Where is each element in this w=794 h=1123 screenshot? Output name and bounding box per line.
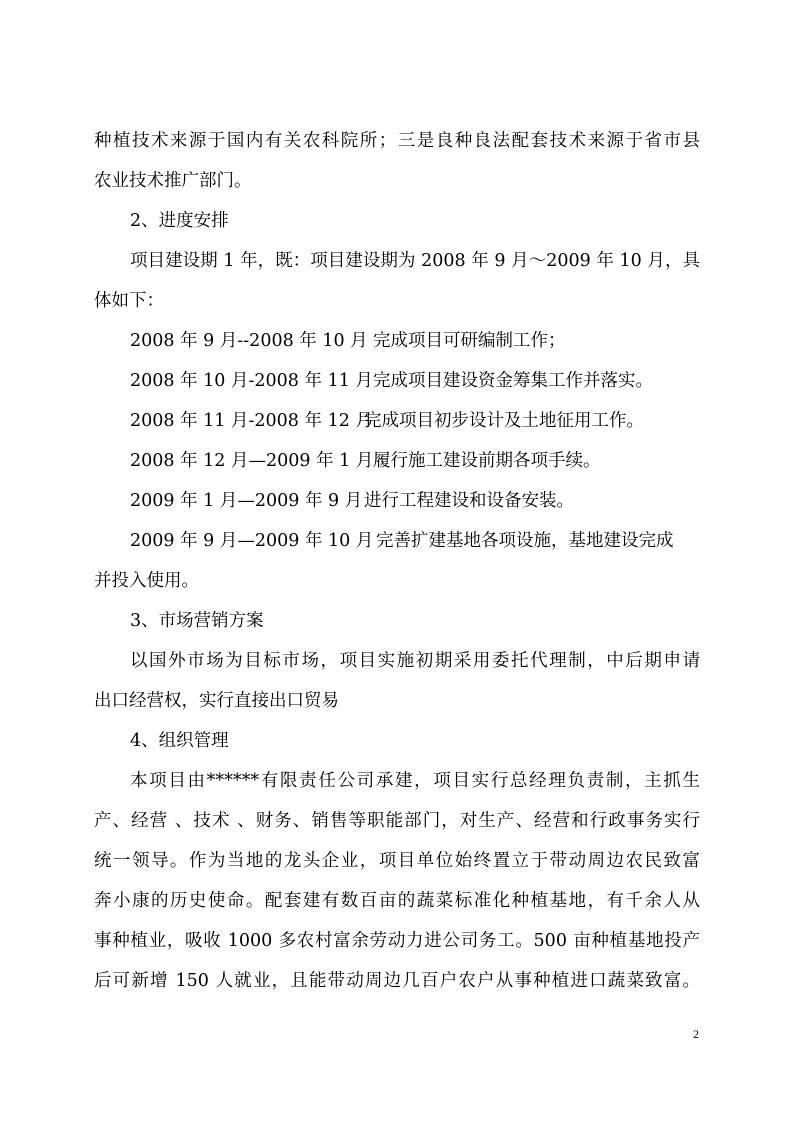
schedule-task: 完成项目可研编制工作；: [373, 331, 566, 351]
paragraph-line: 奔小康的历史使命。配套建有数百亩的蔬菜标准化种植基地，有千余人从: [94, 891, 700, 911]
schedule-task: 完善扩建基地各项设施，基地建设完成: [376, 531, 674, 551]
paragraph-line: 项目建设期 1 年，既：项目建设期为 2008 年 9 月～2009 年 10 月，具: [130, 251, 700, 271]
paragraph-line: 种植技术来源于国内有关农科院所；三是良种良法配套技术来源于省市县: [94, 131, 700, 151]
schedule-task: 履行施工建设前期各项手续。: [373, 451, 601, 471]
paragraph-line: 农业技术推广部门。: [94, 171, 252, 191]
schedule-date: 2009 年 9 月—2009 年 10 月: [130, 531, 374, 551]
paragraph-line: 后可新增 150 人就业，且能带动周边几百户农户从事种植进口蔬菜致富。: [94, 971, 700, 991]
schedule-date: 2008 年 9 月--2008 年 10 月: [130, 331, 368, 351]
paragraph-line: 本项目由******有限责任公司承建，项目实行总经理负责制，主抓生: [130, 771, 700, 791]
paragraph-line: 体如下：: [94, 291, 164, 311]
paragraph-line: 事种植业，吸收 1000 多农村富余劳动力进公司务工。500 亩种植基地投产: [94, 931, 700, 951]
section-heading: 4、组织管理: [130, 731, 229, 751]
schedule-row: [130, 531, 674, 551]
schedule-date: 2009 年 1 月—2009 年 9 月: [130, 491, 363, 511]
paragraph-line: 出口经营权，实行直接出口贸易: [94, 691, 339, 711]
schedule-task: 进行工程建设和设备安装。: [364, 491, 574, 511]
schedule-date: 2008 年 10 月-2008 年 11 月: [130, 371, 373, 391]
section-heading: 2、进度安排: [130, 211, 229, 231]
schedule-task: 完成项目建设资金筹集工作并落实。: [373, 371, 653, 391]
schedule-date: 2008 年 11 月-2008 年 12 月: [130, 411, 373, 431]
section-heading: 3、市场营销方案: [130, 611, 264, 631]
schedule-date: 2008 年 12 月—2009 年 1 月: [130, 451, 374, 471]
page-number: 2: [693, 1027, 699, 1041]
paragraph-line: 产、经营 、技术 、财务、销售等职能部门，对生产、经营和行政事务实行: [94, 811, 700, 831]
schedule-row: [130, 411, 644, 431]
schedule-row: [130, 451, 601, 471]
schedule-row: [130, 491, 574, 511]
paragraph-line: 并投入使用。: [94, 571, 199, 591]
schedule-row: [130, 371, 653, 391]
schedule-task: 完成项目初步设计及土地征用工作。: [364, 411, 644, 431]
paragraph-line: 统一领导。作为当地的龙头企业，项目单位始终置立于带动周边农民致富: [94, 851, 700, 871]
schedule-row: [130, 331, 566, 351]
paragraph-line: 以国外市场为目标市场，项目实施初期采用委托代理制，中后期申请: [130, 651, 700, 671]
